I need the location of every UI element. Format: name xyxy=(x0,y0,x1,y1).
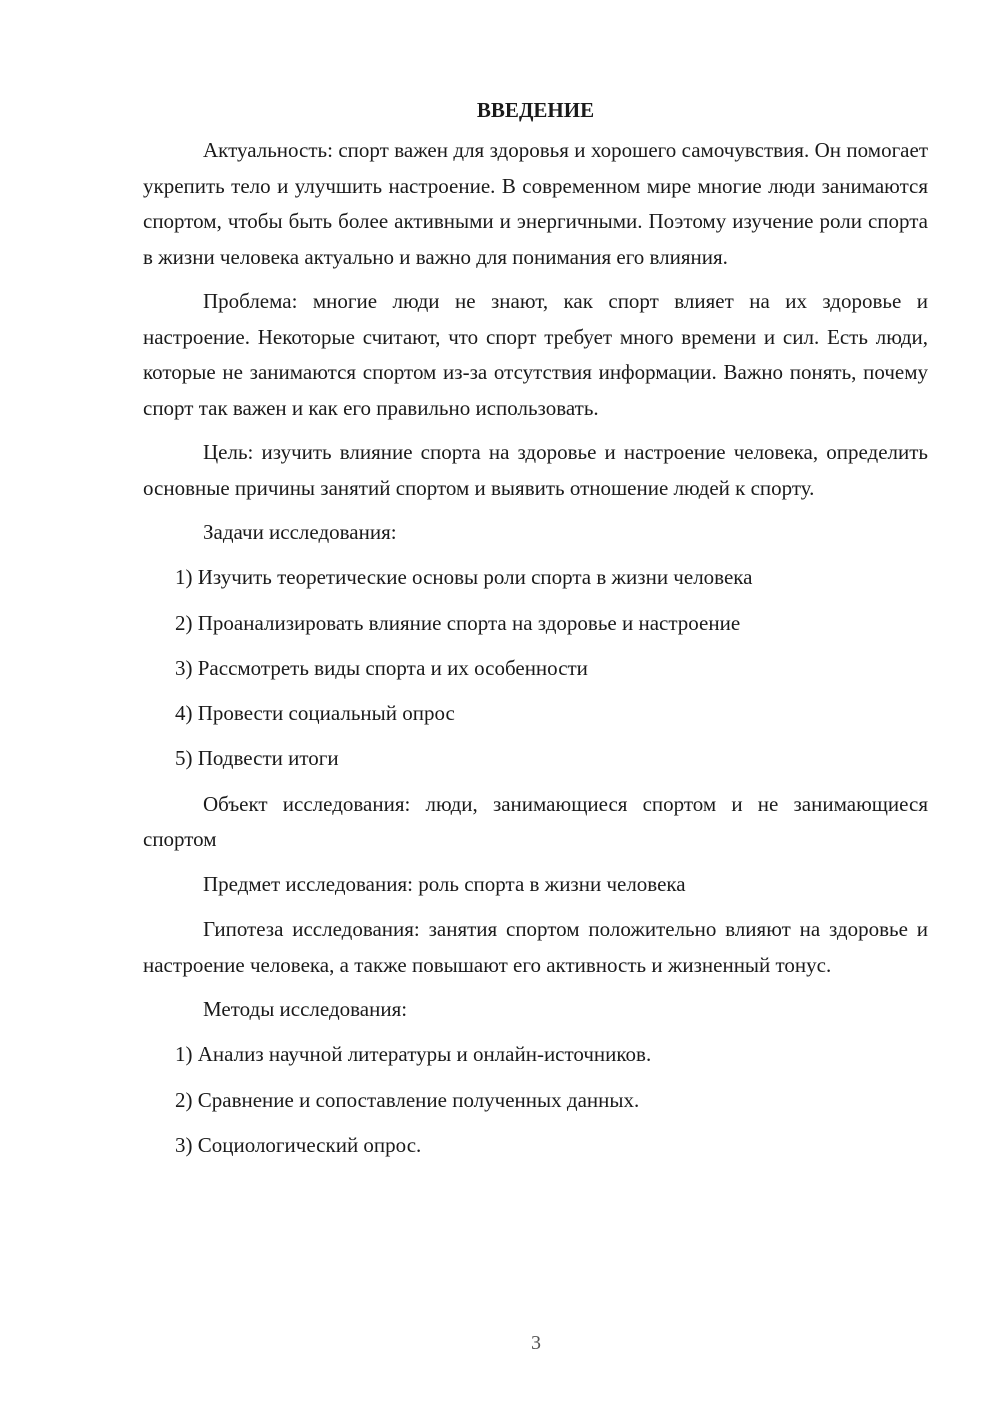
problem-paragraph: Проблема: многие люди не знают, как спорт влияет на их здоровье и настроение. Некоторые считают, что спорт требует много времени и сил. Есть люди, которые не занимаются спортом из-за отсутствия информации. Важно понять, почему спорт так важен и как его правильно использовать. xyxy=(143,289,928,420)
goal-paragraph: Цель: изучить влияние спорта на здоровье и настроение человека, определить основные причины занятий спортом и выявить отношение людей к спорту. xyxy=(143,440,928,500)
method-item: 1) Анализ научной литературы и онлайн-источников. xyxy=(175,1042,652,1067)
section-title: ВВЕДЕНИЕ xyxy=(476,98,595,122)
object-paragraph: Объект исследования: люди, занимающиеся спортом и не занимающиеся спортом xyxy=(143,791,928,852)
page-number: 3 xyxy=(531,1332,541,1354)
task-item: 3) Рассмотреть виды спорта и их особенности xyxy=(175,655,588,680)
methods-label: Методы исследования: xyxy=(203,997,408,1022)
task-item: 4) Провести социальный опрос xyxy=(175,701,455,726)
subject-line: Предмет исследования: роль спорта в жизни человека xyxy=(203,871,686,896)
method-item: 3) Социологический опрос. xyxy=(175,1132,422,1157)
hypothesis-paragraph: Гипотеза исследования: занятия спортом положительно влияют на здоровье и настроение человека, а также повышают его активность и жизненный тонус. xyxy=(143,917,928,977)
task-item: 5) Подвести итоги xyxy=(175,746,339,771)
task-item: 1) Изучить теоретические основы роли спорта в жизни человека xyxy=(175,565,753,590)
method-item: 2) Сравнение и сопоставление полученных данных. xyxy=(175,1087,640,1112)
relevance-paragraph: Актуальность: спорт важен для здоровья и хорошего самочувствия. Он помогает укрепить тело и улучшить настроение. В современном мире многие люди занимаются спортом, чтобы быть более активными и энергичными. Поэтому изучение роли спорта в жизни человека актуально и важно для понимания его влияния. xyxy=(143,138,928,269)
tasks-label: Задачи исследования: xyxy=(203,520,397,544)
document-page xyxy=(143,96,928,1173)
task-item: 2) Проанализировать влияние спорта на здоровье и настроение xyxy=(175,610,741,635)
